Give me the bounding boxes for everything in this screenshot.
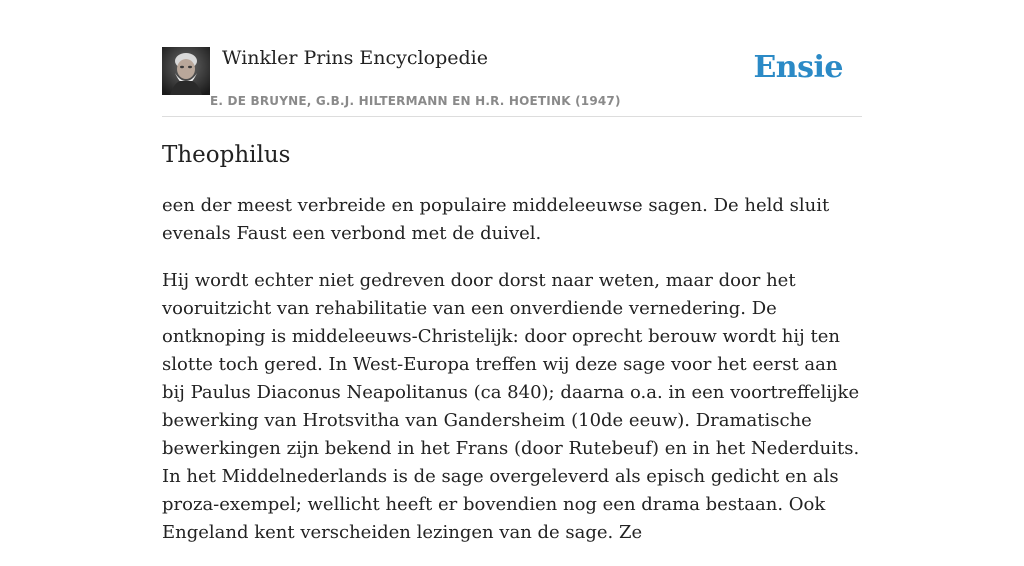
entry-body xyxy=(162,192,862,566)
ensie-logo-link[interactable]: Ensie xyxy=(753,50,843,85)
paragraph: Hij wordt echter niet gedreven door dorst naar weten, maar door het vooruitzicht van rehabilitatie van een onverdiende vernedering. De ontknoping is middeleeuws-Christelijk: door oprecht berouw wordt hij ten slotte toch gered. In West-Europa treffen wij deze sage voor het eerst aan bij Paulus Diaconus Neapolitanus (ca 840); daarna o.a. in een voortreffelijke bewerking van Hrotsvitha van Gandersheim (10de eeuw). Dramatische bewerkingen zijn bekend in het Frans (door Rutebeuf) en in het Nederduits. In het Middelnederlands is de sage overgeleverd als episch gedicht en als proza-exempel; wellicht heeft er bovendien nog een drama bestaan. Ook Engeland kent verscheiden lezingen van de sage. Ze xyxy=(162,270,860,543)
paragraph: een der meest verbreide en populaire middeleeuwse sagen. De held sluit evenals Faust een verbond met de duivel. xyxy=(162,195,830,244)
source-title[interactable]: Winkler Prins Encyclopedie xyxy=(222,47,488,69)
author-portrait-avatar[interactable] xyxy=(162,47,210,95)
portrait-image xyxy=(162,47,210,95)
source-header xyxy=(162,0,862,117)
content-column xyxy=(162,0,862,543)
source-authors: E. DE BRUYNE, G.B.J. HILTERMANN EN H.R. HOETINK (1947) xyxy=(210,94,621,108)
entry-title: Theophilus xyxy=(162,142,291,168)
